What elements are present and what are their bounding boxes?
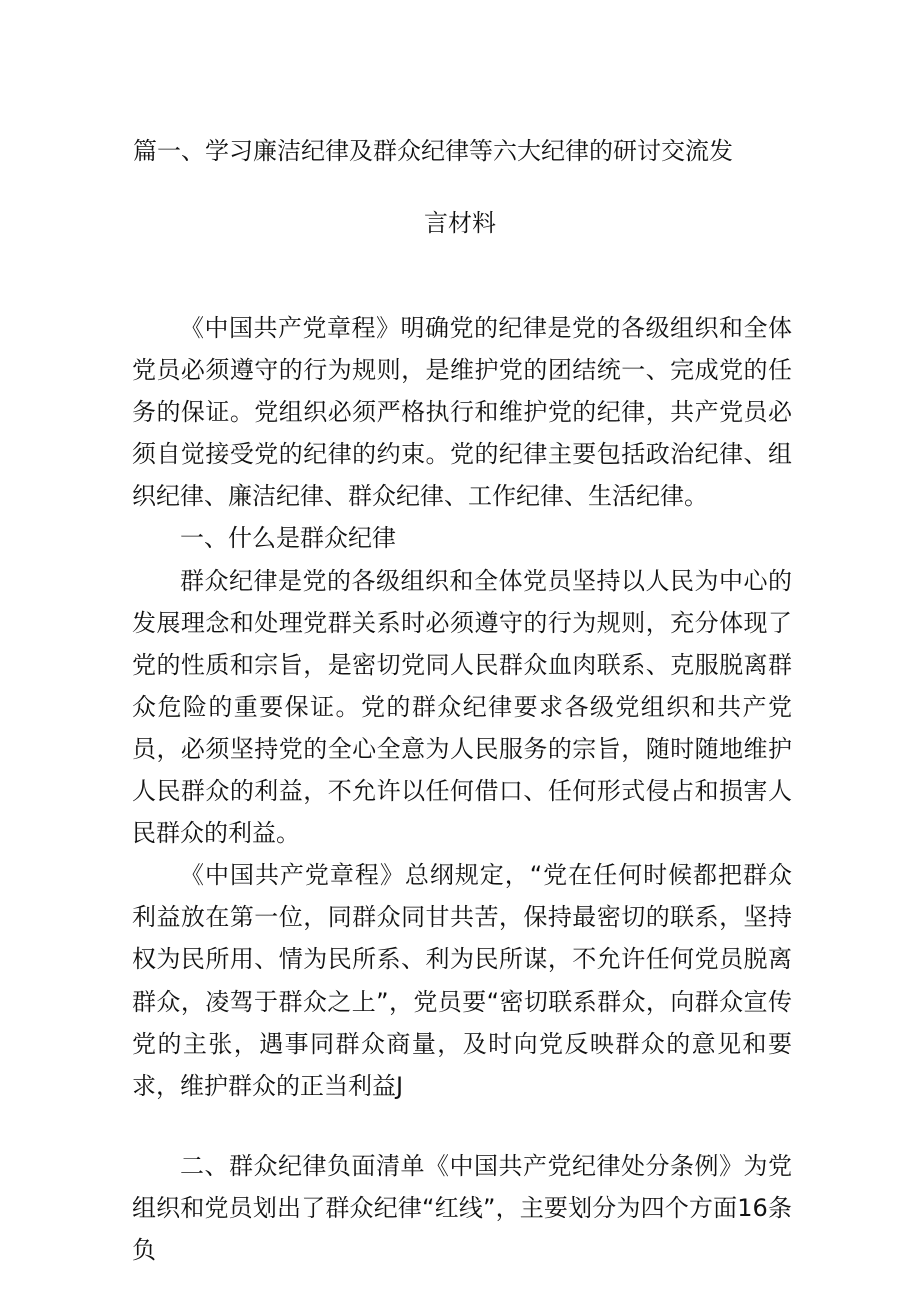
document-body — [132, 307, 792, 1271]
section-heading-1: 一、什么是群众纪律 — [180, 524, 396, 553]
section-1-paragraph: 群众纪律是党的各级组织和全体党员坚持以人民为中心的发展理念和处理党群关系时必须遵守的行为规则，充分体现了党的性质和宗旨，是密切党同人民群众血肉联系、克服脱离群众危险的重要保证。党的群众纪律要求各级党组织和共产党员，必须坚持党的全心全意为人民服务的宗旨，随时随地维护人民群众的利益，不允许以任何借口、任何形式侵占和损害人民群众的利益。 — [132, 566, 792, 848]
section-heading-2-paragraph: 二、群众纪律负面清单《中国共产党纪律处分条例》为党组织和党员划出了群众纪律“红线”，主要划分为四个方面16条负 — [132, 1151, 792, 1264]
charter-quote-paragraph: 《中国共产党章程》总纲规定，“党在任何时候都把群众利益放在第一位，同群众同甘共苦，保持最密切的联系，坚持权为民所用、情为民所系、利为民所谋，不允许任何党员脱离群众，凌驾于群众之上”，党员要“密切联系群众，向群众宣传党的主张，遇事同群众商量，及时向党反映群众的意见和要求，维护群众的正当利益J — [132, 861, 792, 1100]
intro-paragraph: 《中国共产党章程》明确党的纪律是党的各级组织和全体党员必须遵守的行为规则，是维护党的团结统一、完成党的任务的保证。党组织必须严格执行和维护党的纪律，共产党员必须自觉接受党的纪律的约束。党的纪律主要包括政治纪律、组织纪律、廉洁纪律、群众纪律、工作纪律、生活纪律。 — [132, 314, 792, 511]
document-title-line-1: 篇一、学习廉洁纪律及群众纪律等六大纪律的研讨交流发 — [133, 137, 733, 165]
document-title-line-2: 言材料 — [424, 209, 496, 237]
